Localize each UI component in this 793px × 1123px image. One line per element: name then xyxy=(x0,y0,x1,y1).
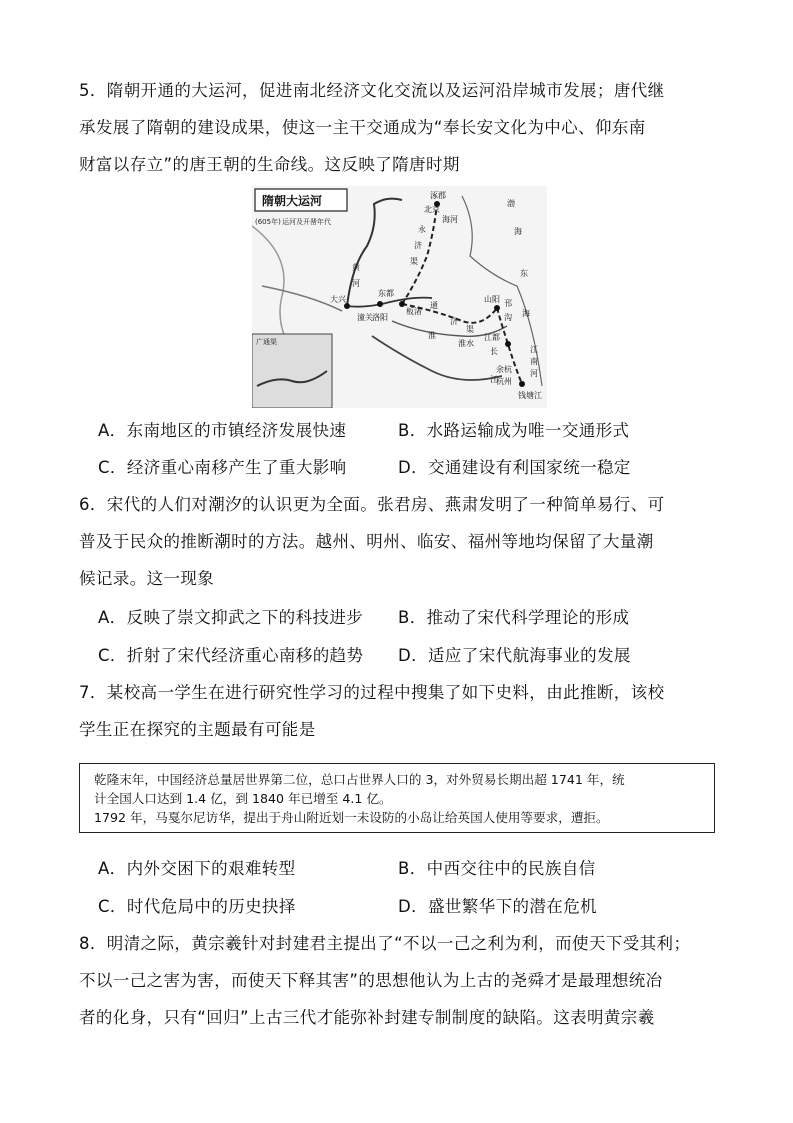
q8-stem-line-2: 不以一己之害为害，而使天下释其害”的思想他认为上古的尧舜才是最理想统冶 xyxy=(79,971,663,990)
map-label: 南 xyxy=(530,357,538,366)
q8-stem-line-1: 8．明清之际，黄宗羲针对封建君主提出了“不以一己之利为利，而使天下受其利； xyxy=(79,934,691,953)
q8-stem-line-3: 者的化身，只有“回归”上古三代才能弥补封建专制制度的缺陷。这表明黄宗羲 xyxy=(79,1008,655,1027)
map-title: 隋朝大运河 xyxy=(262,194,323,208)
map-label: 江 xyxy=(530,345,538,354)
map-label: 淮 xyxy=(428,331,436,340)
q7-source-line: 计全国人口达到 1.4 亿，到 1840 年已增至 4.1 亿。 xyxy=(94,791,392,806)
q7-source-line: 乾隆末年，中国经济总量居世界第二位，总口占世界人口的 3，对外贸易长期出超 1741 年，统 xyxy=(94,772,625,787)
q7-option-b[interactable]: B．中西交往中的民族自信 xyxy=(398,859,596,878)
map-label: 余杭 xyxy=(496,365,512,374)
grand-canal-map xyxy=(252,186,547,408)
map-year: (605年) xyxy=(255,218,281,226)
q6-option-a[interactable]: A．反映了崇文抑武之下的科技进步 xyxy=(98,608,364,627)
map-label: 长 xyxy=(490,347,498,356)
map-label: 渠 xyxy=(410,257,418,266)
map-label: 杭州 xyxy=(496,377,512,386)
map-label: 渠 xyxy=(466,325,474,334)
map-label: 潼关 xyxy=(357,313,373,322)
map-label: 钱塘江 xyxy=(518,391,542,400)
map-label: 济 xyxy=(450,317,458,326)
q7-source-line: 1792 年，马戛尔尼访华，提出于舟山附近划一未设防的小岛让给英国人使用等要求，遭拒。 xyxy=(94,810,609,825)
map-label: 渤 xyxy=(507,199,515,208)
map-label: 邗 xyxy=(504,299,512,308)
q5-stem-line-2: 承发展了隋朝的建设成果，使这一主干交通成为“奉长安文化为中心、仰东南 xyxy=(79,118,646,137)
grand-canal-map-figure xyxy=(252,186,547,408)
q7-option-a[interactable]: A．内外交困下的艰难转型 xyxy=(98,859,296,878)
q5-option-c[interactable]: C．经济重心南移产生了重大影响 xyxy=(98,458,347,477)
map-label: 江 xyxy=(490,375,498,384)
q5-option-d[interactable]: D．交通建设有利国家统一稳定 xyxy=(398,458,631,477)
map-label: 山阳 xyxy=(484,295,500,304)
q7-source-box xyxy=(79,763,715,833)
q7-option-c[interactable]: C．时代危局中的历史抉择 xyxy=(98,897,296,916)
q5-stem-line-3: 财富以存立”的唐王朝的生命线。这反映了隋唐时期 xyxy=(79,155,460,174)
q6-option-b[interactable]: B．推动了宋代科学理论的形成 xyxy=(398,608,630,627)
map-label: 沟 xyxy=(504,313,512,322)
inset-label: 广通渠 xyxy=(256,338,277,346)
map-label: 东都 xyxy=(378,289,394,298)
map-label: 河 xyxy=(352,279,360,288)
map-label: 海 xyxy=(522,309,530,318)
map-label: 河 xyxy=(530,369,538,378)
q7-option-d[interactable]: D．盛世繁华下的潜在危机 xyxy=(398,897,598,916)
map-label: 黄 xyxy=(352,263,360,272)
map-label: 洛阳 xyxy=(372,313,388,322)
map-label: 北京 xyxy=(424,205,440,214)
q7-stem-line-1: 7．某校高一学生在进行研究性学习的过程中搜集了如下史料，由此推断，该校 xyxy=(79,683,665,702)
q5-option-b[interactable]: B．水路运输成为唯一交通形式 xyxy=(398,421,630,440)
map-label: 大兴 xyxy=(330,295,346,304)
map-legend: 运河及开凿年代 xyxy=(282,218,331,226)
map-label: 通 xyxy=(430,301,438,310)
map-label: 永 xyxy=(418,225,426,234)
map-label: 海 xyxy=(514,227,522,236)
map-label: 海河 xyxy=(442,215,458,224)
q6-option-d[interactable]: D．适应了宋代航海事业的发展 xyxy=(398,646,631,665)
map-label: 淮水 xyxy=(458,339,474,348)
map-label: 济 xyxy=(414,241,422,250)
q7-stem-line-2: 学生正在探究的主题最有可能是 xyxy=(79,720,316,739)
map-label: 板渚 xyxy=(406,307,422,316)
q6-stem-line-1: 6．宋代的人们对潮汐的认识更为全面。张君房、燕肃发明了一种简单易行、可 xyxy=(79,495,665,514)
map-label: 东 xyxy=(520,269,528,278)
q6-stem-line-2: 普及于民众的推断潮时的方法。越州、明州、临安、福州等地均保留了大量潮 xyxy=(79,532,654,551)
map-label: 涿郡 xyxy=(430,191,446,200)
q6-option-c[interactable]: C．折射了宋代经济重心南移的趋势 xyxy=(98,646,364,665)
q6-stem-line-3: 候记录。这一现象 xyxy=(79,569,215,588)
q5-option-a[interactable]: A．东南地区的市镇经济发展快速 xyxy=(98,421,347,440)
q5-stem-line-1: 5．隋朝开通的大运河，促进南北经济文化交流以及运河沿岸城市发展；唐代继 xyxy=(79,81,665,100)
map-label: 江都 xyxy=(484,333,500,342)
